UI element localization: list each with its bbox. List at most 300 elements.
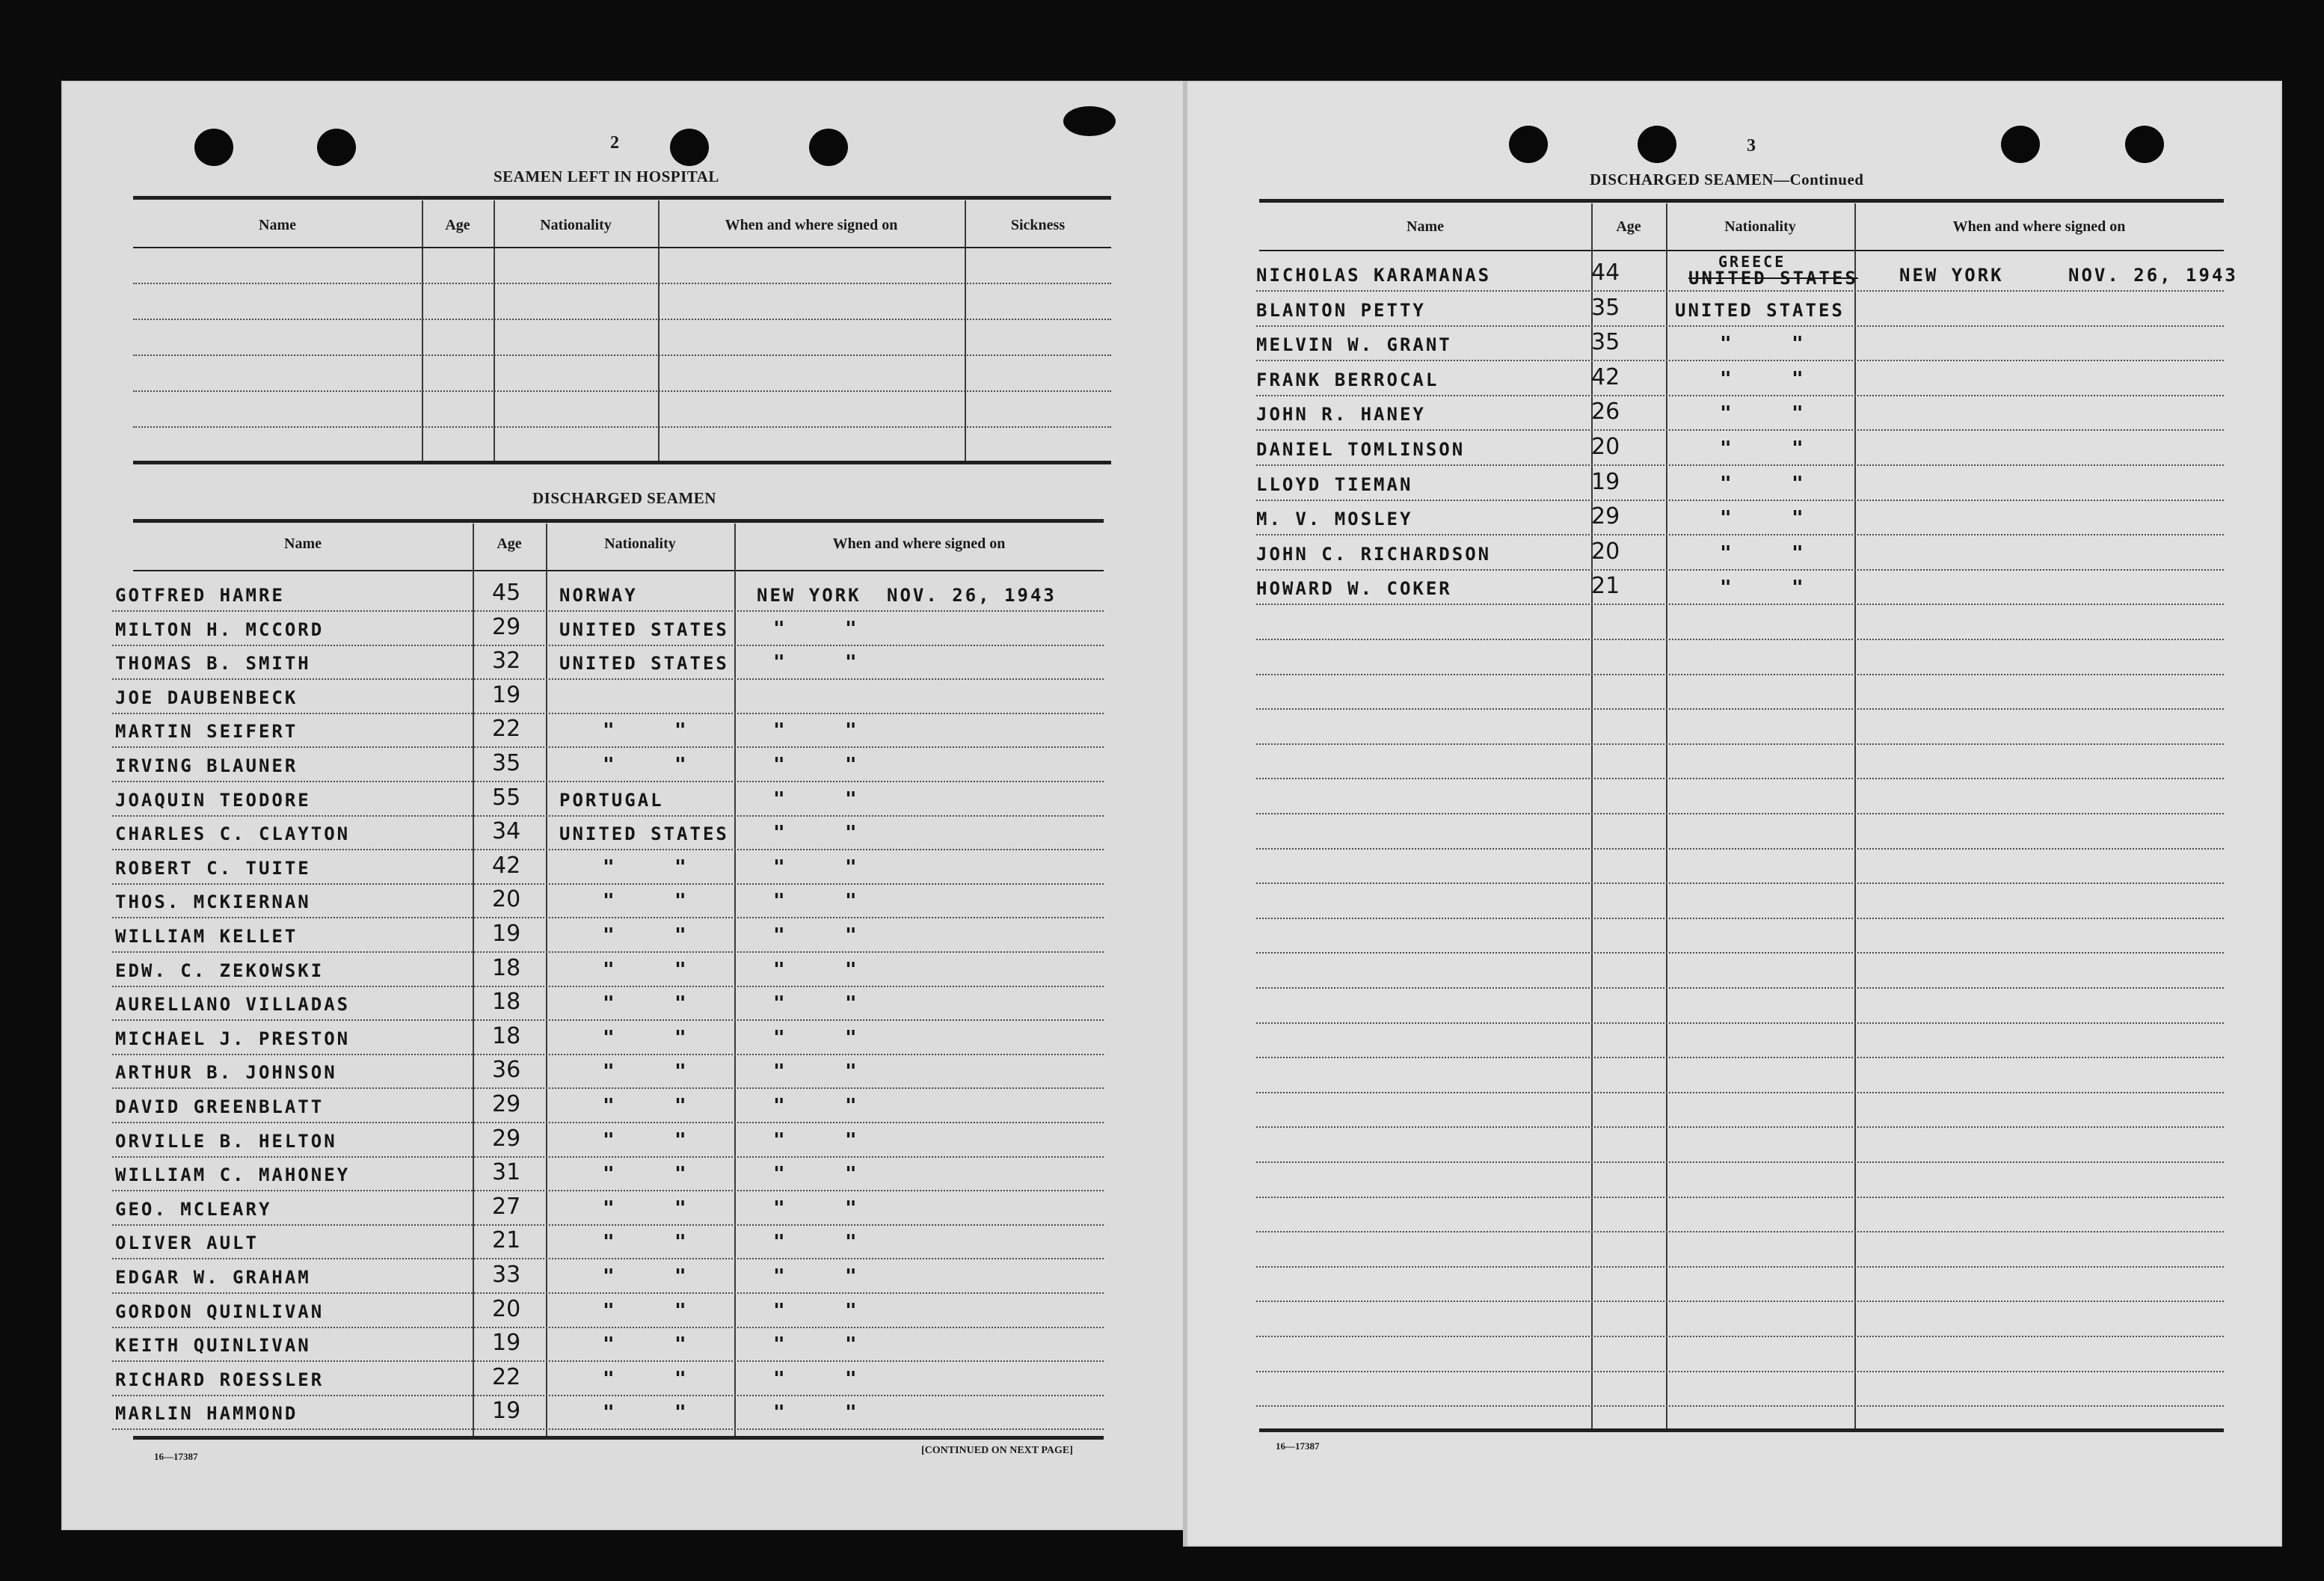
nationality-ditto: " (603, 924, 615, 947)
signed-on-ditto: " (845, 1095, 857, 1117)
row-line (1256, 708, 2224, 710)
row-line (112, 951, 1104, 953)
hospital-col-divider (422, 200, 423, 462)
row-line (112, 883, 1104, 885)
nationality-ditto: " (1720, 367, 1732, 390)
signed-on-ditto: " (845, 1265, 857, 1288)
nationality-ditto: " (1720, 577, 1732, 600)
binder-hole-icon (670, 129, 709, 166)
nationality-ditto: " (674, 754, 686, 776)
row-line (112, 815, 1104, 817)
struck-nationality: UNITED STATES (1688, 268, 1858, 289)
seaman-name: DAVID GREENBLATT (115, 1096, 325, 1117)
seaman-age: 22 (492, 716, 521, 743)
seaman-name: OLIVER AULT (115, 1232, 259, 1254)
table-row (1256, 365, 2228, 395)
row-line (112, 746, 1104, 748)
nationality-ditto: " (674, 924, 686, 947)
signed-on-ditto: " (773, 788, 785, 811)
signed-on-ditto: " (773, 1197, 785, 1220)
signed-on-ditto: " (845, 992, 857, 1016)
row-line (112, 713, 1104, 714)
signed-on-ditto: " (773, 1402, 785, 1425)
row-line (112, 986, 1104, 987)
seaman-age: 36 (492, 1057, 521, 1084)
signed-on-ditto: " (773, 1231, 785, 1254)
table-row (112, 1228, 1107, 1258)
table-row (1256, 295, 2228, 325)
seaman-name: FRANK BERROCAL (1256, 369, 1439, 390)
row-line (1256, 918, 2224, 919)
table-row (1256, 253, 2238, 290)
seaman-nationality: UNITED STATES (559, 618, 729, 640)
row-line (112, 1054, 1104, 1055)
nationality-ditto: " (603, 856, 615, 879)
signed-on-ditto: " (845, 958, 857, 981)
nationality-ditto: " (603, 1095, 615, 1117)
row-line (112, 1224, 1104, 1226)
row-line (112, 1258, 1104, 1259)
right-col-name: Name (1407, 218, 1444, 235)
table-row (112, 1024, 1107, 1054)
seaman-age: 45 (492, 580, 521, 606)
hospital-top-rule (133, 196, 1111, 200)
nationality-ditto: " (674, 719, 686, 743)
hospital-col-divider (965, 200, 966, 462)
form-code-right: 16—17387 (1276, 1440, 1320, 1452)
signed-on-ditto: " (845, 822, 857, 845)
seaman-name: MICHAEL J. PRESTON (115, 1028, 351, 1049)
discharged-col-nationality: Nationality (604, 535, 676, 552)
seaman-age: 18 (492, 954, 521, 981)
table-row (112, 887, 1107, 917)
seaman-age: 19 (1591, 468, 1620, 495)
hospital-row-line (133, 390, 1111, 392)
nationality-ditto: " (603, 1333, 615, 1357)
nationality-ditto: " (674, 958, 686, 981)
seaman-name: JOHN R. HANEY (1256, 404, 1426, 426)
table-row (112, 921, 1107, 951)
row-line (1256, 1301, 2224, 1302)
hospital-row-line (133, 283, 1111, 284)
nationality-ditto: " (674, 1299, 686, 1322)
nationality-ditto: " (1792, 577, 1804, 600)
seaman-name: JOAQUIN TEODORE (115, 789, 311, 811)
row-line (112, 1360, 1104, 1362)
seaman-name: JOE DAUBENBECK (115, 687, 298, 708)
seaman-name: WILLIAM KELLET (115, 926, 298, 947)
row-line (1256, 1336, 2224, 1337)
discharged-col-name: Name (284, 535, 322, 552)
nationality-ditto: " (603, 1265, 615, 1288)
signed-on-ditto: " (773, 856, 785, 879)
seaman-age: 19 (492, 681, 521, 708)
row-line (1256, 848, 2224, 850)
nationality-ditto: " (674, 1095, 686, 1117)
binder-hole-icon (2001, 126, 2040, 163)
signed-on-ditto: " (773, 958, 785, 981)
row-line (1256, 1266, 2224, 1268)
hospital-col-name: Name (259, 217, 296, 233)
signed-on-ditto: " (845, 788, 857, 811)
row-line (1256, 882, 2224, 884)
nationality-ditto: " (674, 1367, 686, 1390)
seaman-age: 29 (492, 1125, 521, 1152)
nationality-ditto: " (674, 992, 686, 1016)
binder-hole-icon (809, 129, 848, 166)
nationality-ditto: " (603, 1402, 615, 1425)
row-line (1256, 325, 2224, 327)
signed-on-ditto: " (845, 1231, 857, 1254)
hospital-row-line (133, 354, 1111, 356)
table-row (1256, 470, 2228, 500)
table-row (1256, 435, 2228, 464)
seaman-name: EDGAR W. GRAHAM (115, 1267, 311, 1288)
nationality-ditto: " (1792, 333, 1804, 356)
row-line (112, 645, 1104, 646)
discharged-section-title: DISCHARGED SEAMEN (532, 489, 716, 507)
row-line (1256, 360, 2224, 361)
right-top-rule (1259, 199, 2224, 203)
row-line (1256, 534, 2224, 535)
nationality-ditto: " (674, 1265, 686, 1288)
seaman-name: GOTFRED HAMRE (115, 585, 285, 606)
seaman-name: BLANTON PETTY (1256, 299, 1426, 321)
signed-on-ditto: " (845, 1163, 857, 1186)
nationality-ditto: " (603, 1060, 615, 1084)
seaman-name: IRVING BLAUNER (115, 755, 298, 776)
seaman-age: 21 (492, 1227, 521, 1254)
seaman-age: 34 (492, 818, 521, 845)
signed-on-place: NEW YORK (757, 585, 861, 606)
seaman-age: 42 (1591, 363, 1620, 390)
row-line (1256, 639, 2224, 640)
seaman-name: MARLIN HAMMOND (115, 1403, 298, 1425)
row-line (112, 1190, 1104, 1191)
row-line (1256, 1197, 2224, 1198)
page-number-left: 2 (610, 133, 619, 153)
signed-on-ditto: " (773, 1333, 785, 1357)
table-row (112, 648, 1107, 678)
row-line (1256, 1126, 2224, 1128)
nationality-ditto: " (603, 1299, 615, 1322)
table-row (112, 1092, 1107, 1122)
table-row (112, 1262, 1107, 1292)
discharged-col-age: Age (497, 535, 522, 552)
nationality-ditto: " (674, 1163, 686, 1186)
discharged-top-rule (133, 519, 1104, 523)
signed-on-date: NOV. 26, 1943 (2068, 265, 2238, 286)
binder-hole-icon (317, 129, 356, 166)
seaman-age: 32 (492, 648, 521, 675)
binder-hole-icon (2125, 126, 2164, 163)
hospital-col-sickness: Sickness (1010, 217, 1066, 233)
right-header-rule (1259, 250, 2224, 251)
signed-on-ditto: " (773, 1095, 785, 1117)
form-code-left: 16—17387 (154, 1451, 198, 1462)
hospital-bottom-rule (133, 461, 1111, 464)
seaman-nationality: UNITED STATES (1675, 299, 1845, 321)
seaman-name: ROBERT C. TUITE (115, 857, 311, 879)
seaman-age: 35 (1591, 294, 1620, 321)
row-line (1256, 464, 2224, 466)
nationality-ditto: " (1792, 438, 1804, 460)
seaman-name: EDW. C. ZEKOWSKI (115, 960, 325, 981)
seaman-name: JOHN C. RICHARDSON (1256, 543, 1492, 565)
seaman-age: 20 (492, 1295, 521, 1322)
right-bottom-rule (1259, 1428, 2224, 1432)
row-line (1256, 395, 2224, 396)
hospital-col-divider (658, 200, 660, 462)
signed-on-ditto: " (773, 1163, 785, 1186)
seaman-age: 26 (1591, 399, 1620, 426)
table-row (112, 1399, 1107, 1428)
seaman-name: AURELLANO VILLADAS (115, 994, 351, 1016)
row-line (112, 1327, 1104, 1328)
nationality-ditto: " (1792, 402, 1804, 426)
nationality-ditto: " (1720, 333, 1732, 356)
hospital-section-title: SEAMEN LEFT IN HOSPITAL (494, 168, 719, 185)
seaman-name: ORVILLE B. HELTON (115, 1130, 337, 1152)
nationality-ditto: " (603, 1026, 615, 1049)
seaman-age: 33 (492, 1262, 521, 1288)
table-row (112, 716, 1107, 746)
seaman-age: 18 (492, 989, 521, 1016)
table-row (112, 580, 1107, 610)
table-row (112, 819, 1107, 849)
seaman-age: 31 (492, 1159, 521, 1186)
table-row (112, 785, 1107, 815)
signed-on-ditto: " (845, 856, 857, 879)
nationality-ditto: " (1720, 541, 1732, 565)
nationality-ditto: " (674, 1026, 686, 1049)
seaman-name: MILTON H. MCCORD (115, 618, 325, 640)
signed-on-ditto: " (845, 617, 857, 640)
seaman-age: 42 (492, 852, 521, 879)
hospital-col-nationality: Nationality (540, 217, 612, 233)
signed-on-ditto: " (845, 1333, 857, 1357)
nationality-ditto: " (674, 1197, 686, 1220)
seaman-name: MELVIN W. GRANT (1256, 334, 1452, 356)
signed-on-ditto: " (845, 1367, 857, 1390)
nationality-ditto: " (603, 958, 615, 981)
seaman-name: ARTHUR B. JOHNSON (115, 1062, 337, 1084)
nationality-ditto: " (603, 1129, 615, 1152)
nationality-ditto: " (603, 719, 615, 743)
row-line (112, 781, 1104, 782)
table-row (112, 1126, 1107, 1156)
nationality-ditto: " (1720, 438, 1732, 460)
nationality-ditto: " (1720, 507, 1732, 530)
row-line (112, 1122, 1104, 1123)
row-line (1256, 604, 2224, 605)
hospital-row-line (133, 319, 1111, 320)
signed-on-ditto: " (845, 1299, 857, 1322)
row-line (1256, 674, 2224, 675)
nationality-ditto: " (1792, 472, 1804, 495)
hospital-row-line (133, 426, 1111, 428)
signed-on-ditto: " (773, 651, 785, 675)
seaman-name: DANIEL TOMLINSON (1256, 439, 1466, 460)
seaman-age: 21 (1591, 573, 1620, 600)
seaman-age: 27 (492, 1193, 521, 1220)
seaman-name: CHARLES C. CLAYTON (115, 823, 351, 845)
seaman-name: GEO. MCLEARY (115, 1198, 272, 1220)
signed-on-ditto: " (773, 617, 785, 640)
row-line (1256, 952, 2224, 954)
signed-on-ditto: " (773, 1060, 785, 1084)
seaman-name: THOS. MCKIERNAN (115, 891, 311, 913)
signed-on-ditto: " (845, 719, 857, 743)
row-line (1256, 1022, 2224, 1024)
nationality-ditto: " (674, 1231, 686, 1254)
right-col-nationality: Nationality (1724, 218, 1796, 235)
signed-on-ditto: " (845, 754, 857, 776)
seaman-name: WILLIAM C. MAHONEY (115, 1164, 351, 1186)
signed-on-ditto: " (845, 890, 857, 913)
seaman-age: 29 (492, 1091, 521, 1117)
table-row (112, 1297, 1107, 1327)
signed-on-ditto: " (773, 1129, 785, 1152)
seaman-name: MARTIN SEIFERT (115, 721, 298, 743)
table-row (112, 615, 1107, 645)
row-line (1256, 1231, 2224, 1232)
signed-on-ditto: " (773, 890, 785, 913)
nationality-ditto: " (603, 1231, 615, 1254)
nationality-ditto: " (603, 754, 615, 776)
seaman-age: 19 (492, 1398, 521, 1425)
hospital-col-age: Age (445, 217, 470, 233)
continued-note: [CONTINUED ON NEXT PAGE] (921, 1445, 1073, 1456)
signed-on-ditto: " (773, 719, 785, 743)
nationality-ditto: " (603, 890, 615, 913)
nationality-ditto: " (674, 1060, 686, 1084)
nationality-ditto: " (674, 856, 686, 879)
discharged-continued-title: DISCHARGED SEAMEN—Continued (1590, 171, 1864, 188)
table-row (1256, 399, 2228, 429)
seaman-name: HOWARD W. COKER (1256, 578, 1452, 600)
binder-hole-icon (1509, 126, 1548, 163)
table-row (112, 853, 1107, 883)
page-number-right: 3 (1747, 136, 1756, 156)
seaman-name: THOMAS B. SMITH (115, 653, 311, 675)
row-line (1256, 778, 2224, 779)
nationality-ditto: " (603, 1163, 615, 1186)
table-row (1256, 574, 2228, 604)
nationality-ditto: " (674, 890, 686, 913)
seaman-name: RICHARD ROESSLER (115, 1369, 325, 1390)
row-line (1256, 743, 2224, 745)
seaman-age: 19 (492, 1330, 521, 1357)
row-line (112, 1428, 1104, 1430)
row-line (1256, 1092, 2224, 1093)
seaman-nationality: UNITED STATES (559, 653, 729, 675)
row-line (1256, 1405, 2224, 1407)
discharged-bottom-rule (133, 1436, 1104, 1440)
hospital-col-divider (494, 200, 495, 462)
signed-on-ditto: " (845, 1402, 857, 1425)
table-row (1256, 539, 2228, 569)
row-line (1256, 987, 2224, 989)
signed-on-place: NEW YORK (1899, 265, 2004, 286)
signed-on-date: NOV. 26, 1943 (887, 585, 1057, 606)
seaman-nationality: NORWAY (559, 585, 638, 606)
signed-on-ditto: " (773, 1026, 785, 1049)
table-row (112, 1194, 1107, 1224)
signed-on-ditto: " (773, 754, 785, 776)
discharged-header-rule (133, 570, 1104, 571)
seaman-name: GORDON QUINLIVAN (115, 1301, 325, 1322)
table-row (1256, 504, 2228, 534)
seaman-age: 20 (1591, 434, 1620, 460)
row-line (1256, 1057, 2224, 1058)
nationality-ditto: " (674, 1129, 686, 1152)
table-row (112, 1057, 1107, 1087)
seaman-age: 44 (1591, 260, 1620, 286)
seaman-age: 19 (492, 921, 521, 947)
nationality-ditto: " (1792, 541, 1804, 565)
seaman-nationality: UNITED STATES (559, 823, 729, 845)
seaman-age: 29 (1591, 503, 1620, 530)
signed-on-ditto: " (845, 1129, 857, 1152)
nationality-ditto: " (674, 1333, 686, 1357)
row-line (1256, 1371, 2224, 1372)
row-line (112, 1292, 1104, 1294)
row-line (112, 610, 1104, 612)
table-row (112, 751, 1107, 781)
seaman-age: 20 (1591, 538, 1620, 565)
seaman-age: 55 (492, 784, 521, 811)
seaman-name: LLOYD TIEMAN (1256, 473, 1413, 495)
hospital-col-signed-on: When and where signed on (725, 217, 898, 233)
table-row (1256, 330, 2228, 360)
right-col-age: Age (1616, 218, 1641, 235)
row-line (1256, 500, 2224, 501)
row-line (1256, 429, 2224, 431)
row-line (112, 917, 1104, 918)
signed-on-ditto: " (845, 924, 857, 947)
table-row (112, 989, 1107, 1019)
table-row (112, 1365, 1107, 1395)
seaman-age: 35 (1591, 329, 1620, 356)
row-line (112, 1019, 1104, 1021)
discharged-col-signed-on: When and where signed on (832, 535, 1006, 552)
nationality-ditto: " (1792, 507, 1804, 530)
row-line (112, 1087, 1104, 1089)
hospital-header-rule (133, 247, 1111, 248)
nationality-ditto: " (1792, 367, 1804, 390)
row-line (112, 1395, 1104, 1396)
signed-on-ditto: " (845, 1060, 857, 1084)
seaman-name: M. V. MOSLEY (1256, 509, 1413, 530)
seaman-nationality: GREECE (1718, 253, 1786, 271)
right-col-signed-on: When and where signed on (1952, 218, 2126, 235)
table-row (112, 1160, 1107, 1190)
nationality-ditto: " (1720, 402, 1732, 426)
signed-on-ditto: " (773, 992, 785, 1016)
table-row (112, 1330, 1107, 1360)
seaman-name: KEITH QUINLIVAN (115, 1335, 311, 1357)
signed-on-ditto: " (773, 1299, 785, 1322)
binder-hole-icon (1063, 106, 1116, 136)
page-seam (1183, 81, 1187, 1547)
nationality-ditto: " (603, 1367, 615, 1390)
signed-on-ditto: " (845, 1197, 857, 1220)
nationality-ditto: " (603, 1197, 615, 1220)
seaman-age: 35 (492, 750, 521, 776)
nationality-ditto: " (603, 992, 615, 1016)
binder-hole-icon (1638, 126, 1676, 163)
